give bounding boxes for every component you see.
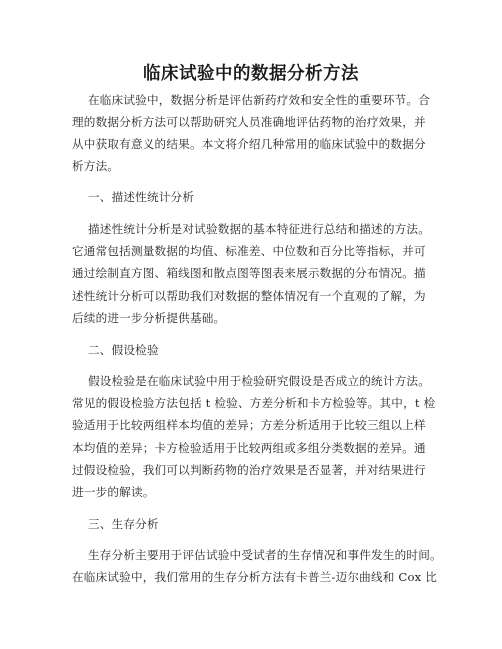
section-line: 进一步的解读。 bbox=[72, 485, 155, 499]
section-line: 后续的进一步分析提供基础。 bbox=[72, 311, 226, 325]
section-heading: 一、描述性统计分析 bbox=[88, 190, 195, 204]
section-line: 在临床试验中，我们常用的生存分析方法有卡普兰-迈尔曲线和 Cox 比 bbox=[72, 570, 438, 584]
document-title: 临床试验中的数据分析方法 bbox=[143, 64, 359, 84]
intro-line: 从中获取有意义的结果。本文将介绍几种常用的临床试验中的数据分 bbox=[72, 137, 426, 151]
intro-line: 理的数据分析方法可以帮助研究人员准确地评估药物的治疗效果，并 bbox=[72, 115, 426, 129]
section-line: 描述性统计分析是对试验数据的基本特征进行总结和描述的方法。 bbox=[88, 222, 431, 236]
intro-line: 析方法。 bbox=[72, 159, 120, 173]
section-line: 本均值的差异；卡方检验适用于比较两组或多组分类数据的差异。通 bbox=[72, 441, 426, 455]
section-line: 生存分析主要用于评估试验中受试者的生存情况和事件发生的时间。 bbox=[88, 548, 442, 562]
section-line: 述性统计分析可以帮助我们对数据的整体情况有一个直观的了解，为 bbox=[72, 289, 426, 303]
section-line: 过假设检验，我们可以判断药物的治疗效果是否显著，并对结果进行 bbox=[72, 463, 426, 477]
section-line: 它通常包括测量数据的均值、标准差、中位数和百分比等指标，并可 bbox=[72, 244, 426, 258]
intro-line: 在临床试验中，数据分析是评估新药疗效和安全性的重要环节。合 bbox=[88, 93, 431, 107]
section-line: 假设检验是在临床试验中用于检验研究假设是否成立的统计方法。 bbox=[88, 374, 431, 388]
section-line: 验适用于比较两组样本均值的差异；方差分析适用于比较三组以上样 bbox=[72, 418, 426, 432]
section-heading: 三、生存分析 bbox=[88, 517, 159, 531]
section-line: 常见的假设检验方法包括 t 检验、方差分析和卡方检验等。其中，t 检 bbox=[72, 396, 436, 410]
section-heading: 二、假设检验 bbox=[88, 343, 159, 357]
section-line: 通过绘制直方图、箱线图和散点图等图表来展示数据的分布情况。描 bbox=[72, 266, 426, 280]
